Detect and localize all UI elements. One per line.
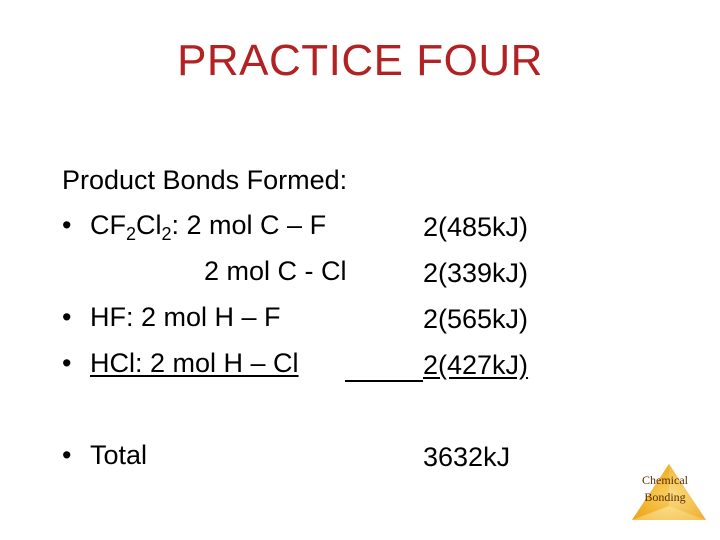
bullet-icon: •	[62, 348, 72, 378]
bullet-icon: •	[62, 210, 72, 240]
list-item	[62, 350, 299, 377]
logo-label	[630, 472, 700, 506]
list-item	[62, 212, 326, 243]
bond-text: HF: 2 mol H – F	[90, 302, 281, 332]
bullet-icon: •	[62, 440, 72, 470]
energy-value: 2(485kJ)	[423, 212, 529, 242]
subscript: 2	[161, 224, 172, 244]
energy-value: 2(565kJ)	[423, 304, 529, 334]
list-item-continuation: 2 mol C - Cl	[204, 256, 347, 286]
total-label: Total	[90, 440, 148, 470]
bond-text: : 2 mol C – F	[171, 210, 327, 240]
section-heading: Product Bonds Formed:	[62, 165, 348, 195]
logo-line: Bonding	[644, 490, 686, 504]
slide-title: PRACTICE FOUR	[177, 36, 543, 85]
energy-value: 2(339kJ)	[423, 258, 529, 288]
formula-part: CF	[90, 210, 126, 240]
total-item	[62, 442, 147, 469]
subscript: 2	[126, 224, 137, 244]
logo-line: Chemical	[642, 473, 688, 487]
underline-rule	[345, 380, 423, 382]
bond-text: HCl: 2 mol H – Cl	[90, 348, 299, 378]
list-item	[62, 304, 281, 331]
energy-value: 2(427kJ)	[423, 350, 529, 380]
formula-part: Cl	[136, 210, 162, 240]
bullet-icon: •	[62, 302, 72, 332]
total-value: 3632kJ	[423, 442, 511, 472]
